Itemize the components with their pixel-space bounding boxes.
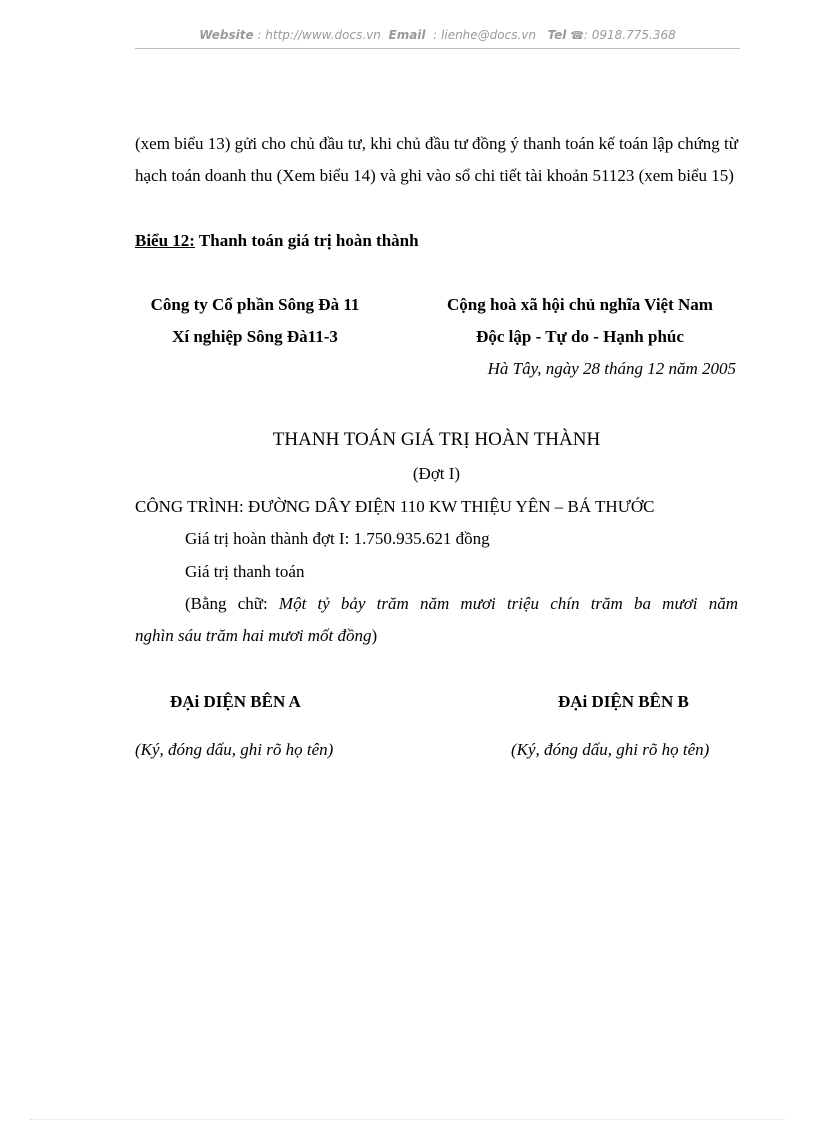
national-motto: Độc lập - Tự do - Hạnh phúc [476,327,684,346]
party-a-heading: ĐẠi DIỆN BÊN A [170,692,301,711]
phone-icon: ☎ [570,29,584,42]
email-value: : lienhe@docs.vn [433,28,537,42]
form-title: Thanh toán giá trị hoàn thành [194,231,419,250]
tel-value: : 0918.775.368 [583,28,676,42]
in-words-text-2: nghìn sáu trăm hai mươi mốt đồng [135,626,372,645]
page-bottom-border [30,1119,786,1120]
unit-name: Xí nghiệp Sông Đà11-3 [172,327,338,346]
email-label: Email [388,28,426,42]
document-title: THANH TOÁN GIÁ TRỊ HOÀN THÀNH [272,429,601,450]
website-label: Website [199,28,254,42]
amount-in-words-line2 [135,626,377,646]
website-value: : http://www.docs.vn [257,28,381,42]
document-phase: (Đợt I) [412,464,461,483]
page-header [135,28,740,49]
form-label: Biểu 12: [135,231,195,250]
completed-value: Giá trị hoàn thành đợt I: 1.750.935.621 đồng [185,529,490,548]
company-name: Công ty Cổ phần Sông Đà 11 [150,295,360,314]
amount-in-words-line1 [185,594,738,614]
in-words-text-1: Một tỷ bảy trăm năm mươi triệu chín trăm ba mươi năm [278,594,738,613]
payment-value: Giá trị thanh toán [185,562,305,581]
intro-paragraph: (xem biểu 13) gửi cho chủ đầu tư, khi chủ đầu tư đồng ý thanh toán kế toán lập chứng từ hạch toán doanh thu (Xem biểu 14) và ghi vào sổ chi tiết tài khoản 51123 (xem biểu 15) [135,134,738,185]
party-b-note: (Ký, đóng dấu, ghi rõ họ tên) [511,740,710,759]
in-words-suffix: ) [371,626,378,645]
party-b-heading: ĐẠi DIỆN BÊN B [558,692,689,711]
project-name: CÔNG TRÌNH: ĐƯỜNG DÂY ĐIỆN 110 KW THIỆU YÊN – BÁ THƯỚC [135,497,655,516]
place-date: Hà Tây, ngày 28 tháng 12 năm 2005 [487,359,736,378]
in-words-prefix: (Bằng chữ: [185,594,279,613]
republic-name: Cộng hoà xã hội chủ nghĩa Việt Nam [447,295,713,314]
tel-label: Tel [547,28,567,42]
form-heading [135,231,419,251]
party-a-note: (Ký, đóng dấu, ghi rõ họ tên) [135,740,334,759]
